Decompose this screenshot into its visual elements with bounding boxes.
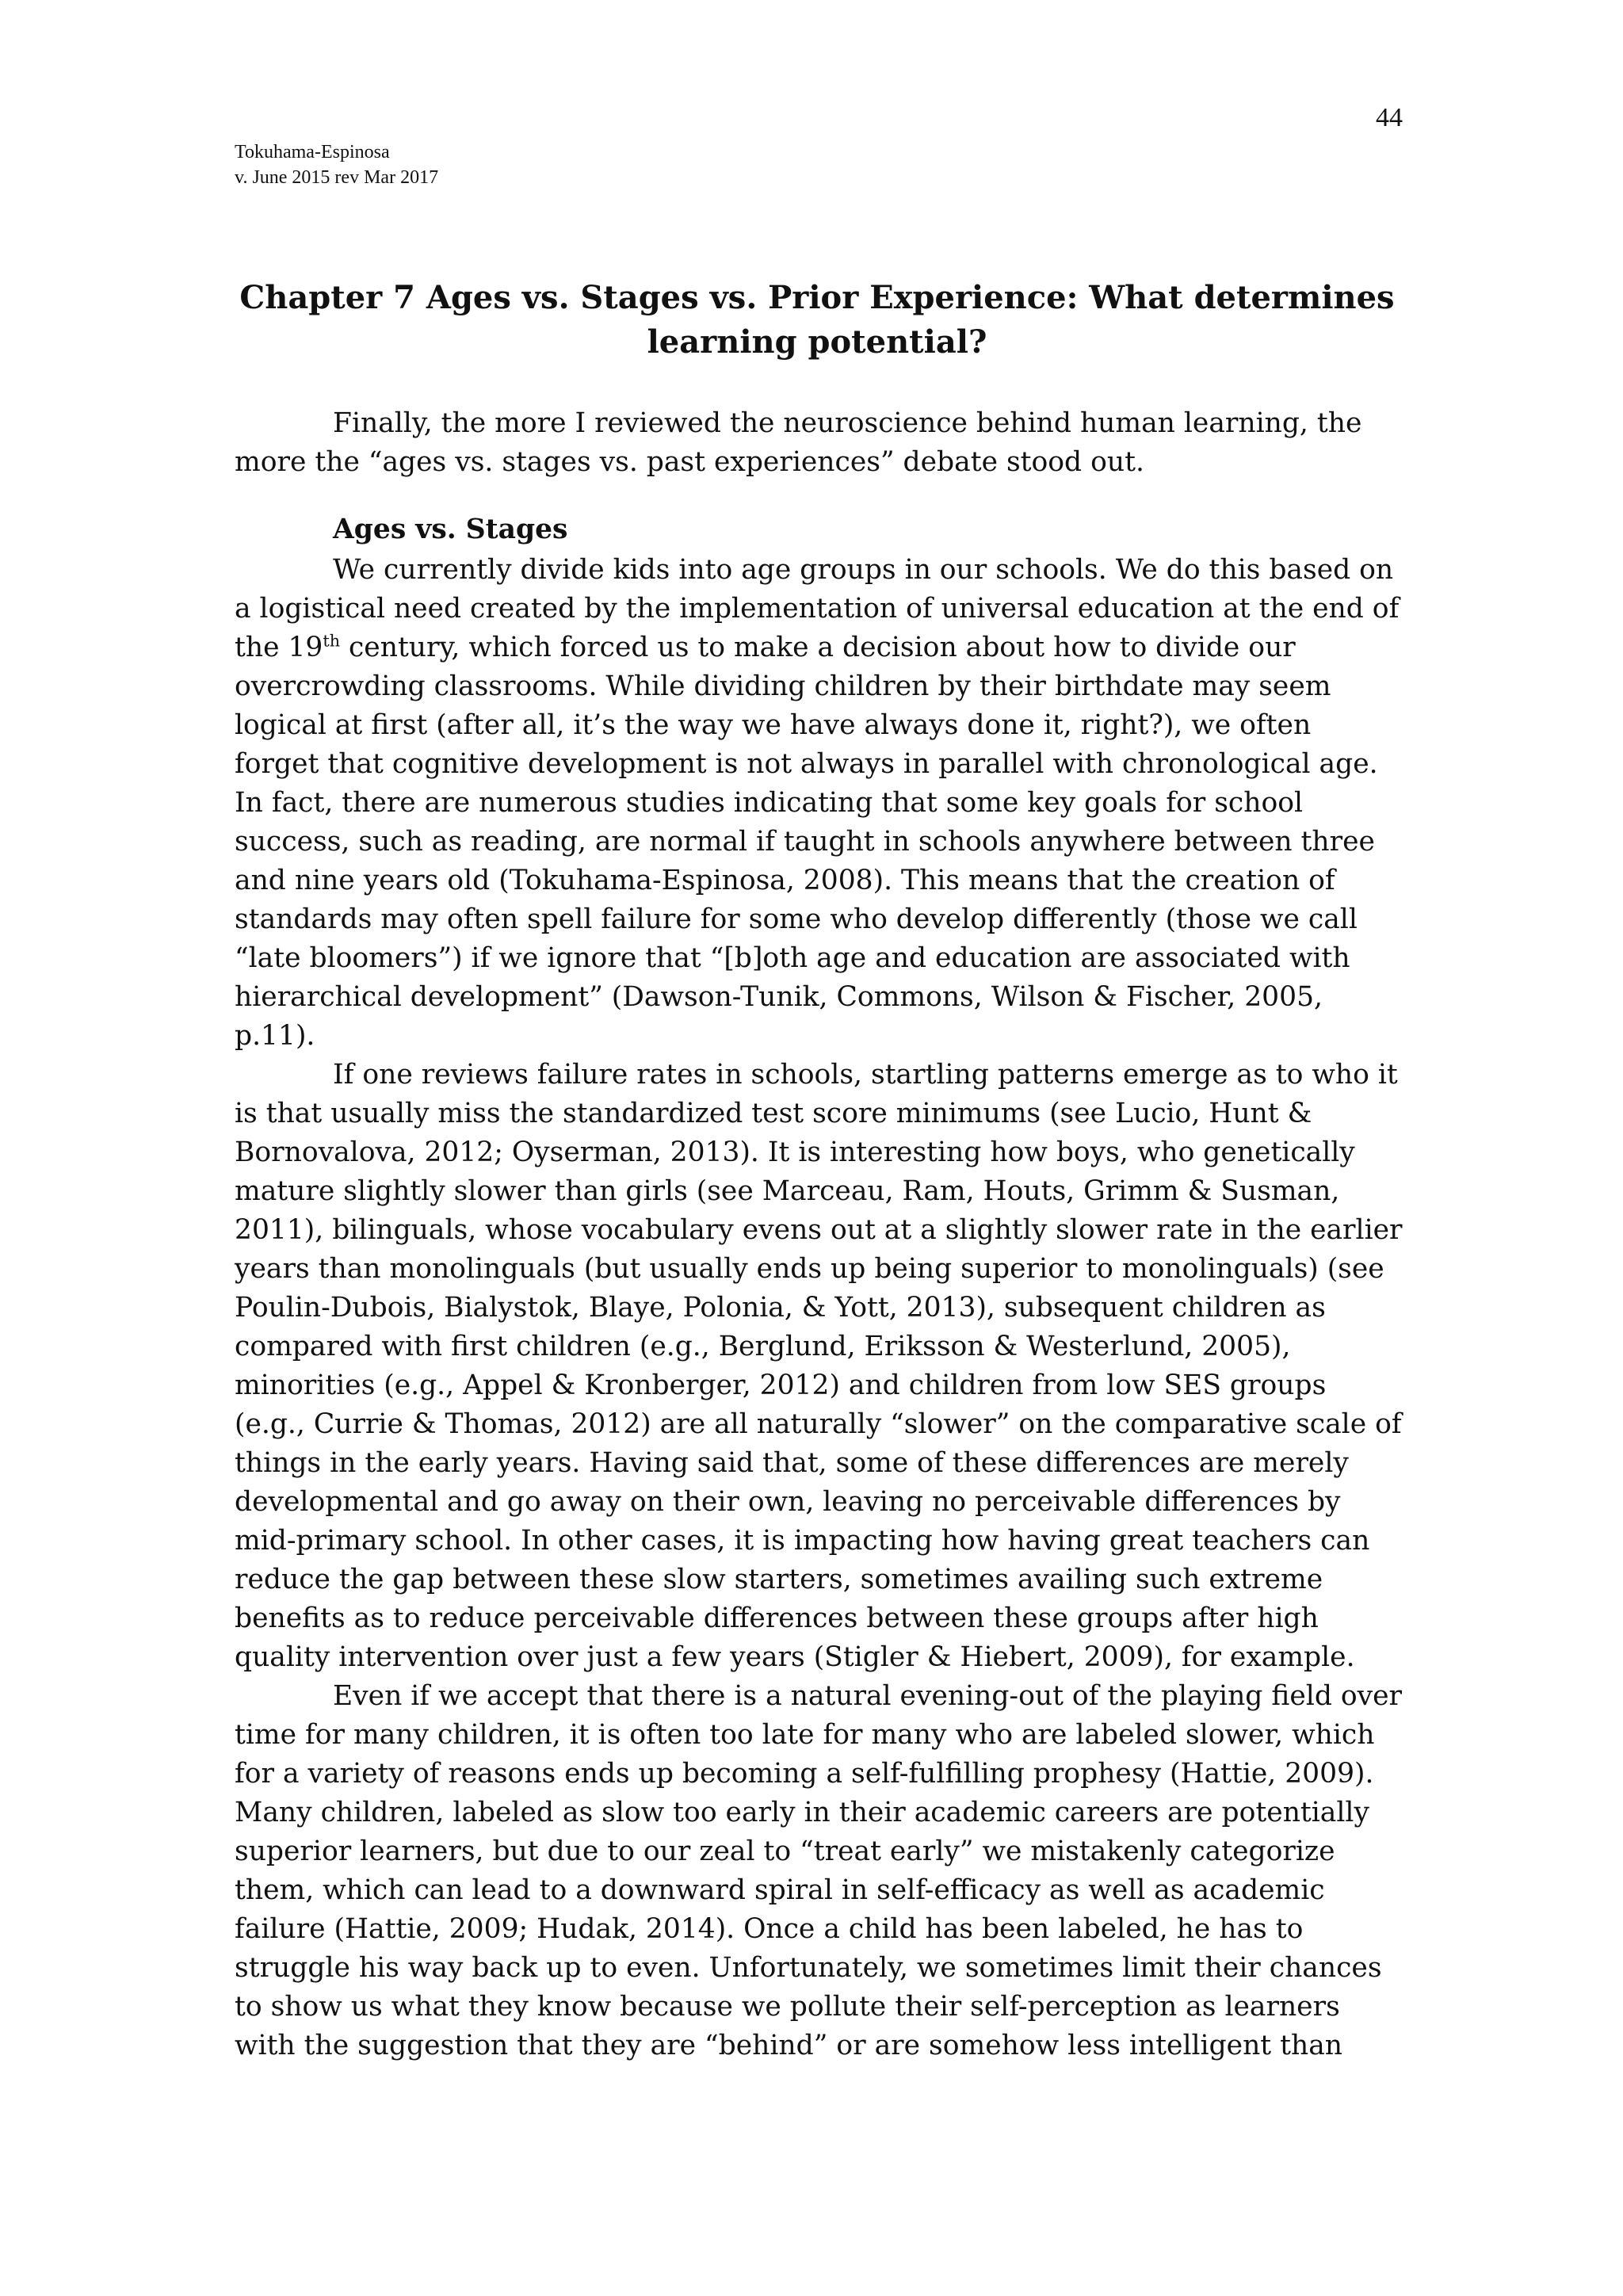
section-paragraph-3: Even if we accept that there is a natural evening-out of the playing field over time for many children, it is often too late for many who are labeled slower, which for a variety of reasons ends up becoming a self-fulfilling prophesy (Hattie, 2009). Many children, labeled as slow too early in their academic careers are potentially superior learners, but due to our zeal to “treat early” we mistakenly categorize them, which can lead to a downward spiral in self-efficacy as well as academic failure (Hattie, 2009; Hudak, 2014). Once a child has been labeled, he has to struggle his way back up to even. Unfortunately, we sometimes limit their chances to show us what they know because we pollute their self-perception as learners with the suggestion that they are “behind” or are somehow less intelligent than [235, 1680, 1403, 2061]
intro-paragraph: Finally, the more I reviewed the neuroscience behind human learning, the more the “ages vs. stages vs. past experiences” debate stood out. [235, 407, 1362, 478]
section-paragraph-2: If one reviews failure rates in schools, startling patterns emerge as to who it is that usually miss the standardized test score minimums (see Lucio, Hunt & Bornovalova, 2012; Oyserman, 2013). It is interesting how boys, who genetically mature slightly slower than girls (see Marceau, Ram, Houts, Grimm & Susman, 2011), bilinguals, whose vocabulary evens out at a slightly slower rate in the earlier years than monolinguals (but usually ends up being superior to monolinguals) (see Poulin-Dubois, Bialystok, Blaye, Polonia, & Yott, 2013), subsequent children as compared with first children (e.g., Berglund, Eriksson & Westerlund, 2005), minorities (e.g., Appel & Kronberger, 2012) and children from low SES groups (e.g., Currie & Thomas, 2012) are all naturally “slower” on the comparative scale of things in the early years. Having said that, some of these differences are merely developmental and go away on their own, leaving no perceivable differences by mid-primary school. In other cases, it is impacting how having great teachers can reduce the gap between these slow starters, sometimes availing such extreme benefits as to reduce perceivable differences between these groups after high quality intervention over just a few years (Stigler & Hiebert, 2009), for example. [235, 1059, 1403, 1673]
paragraph-1-text-b: century, which forced us to make a decision about how to divide our overcrowding classrooms. While dividing children by their birthdate may seem logical at first (after all, it’s the way we have always done it, right?), we often forget that cognitive development is not always in parallel with chronological age. In fact, there are numerous studies indicating that some key goals for school success, such as reading, are normal if taught in schools anywhere between three and nine years old (Tokuhama-Espinosa, 2008). This means that the creation of standards may often spell failure for some who develop differently (those we call “late bloomers”) if we ignore that “[b]oth age and education are associated with hierarchical development” (Dawson-Tunik, Commons, Wilson & Fischer, 2005, p.11). [235, 632, 1378, 1052]
page-number: 44 [1376, 103, 1403, 132]
section-heading: Ages vs. Stages [333, 514, 568, 545]
running-header [235, 139, 438, 190]
section-paragraph-1 [235, 551, 1403, 1056]
header-version: v. June 2015 rev Mar 2017 [235, 167, 439, 188]
header-author: Tokuhama-Espinosa [235, 142, 390, 162]
page-body [235, 404, 1403, 2065]
paragraph-1-text-a: We currently divide kids into age groups in our schools. We do this based on a logistical need created by the implementation of universal education at the end of the 19 [235, 554, 1400, 663]
chapter-title: Chapter 7 Ages vs. Stages vs. Prior Experience: What determines learning potential? [239, 279, 1395, 361]
ordinal-superscript: th [323, 631, 341, 651]
